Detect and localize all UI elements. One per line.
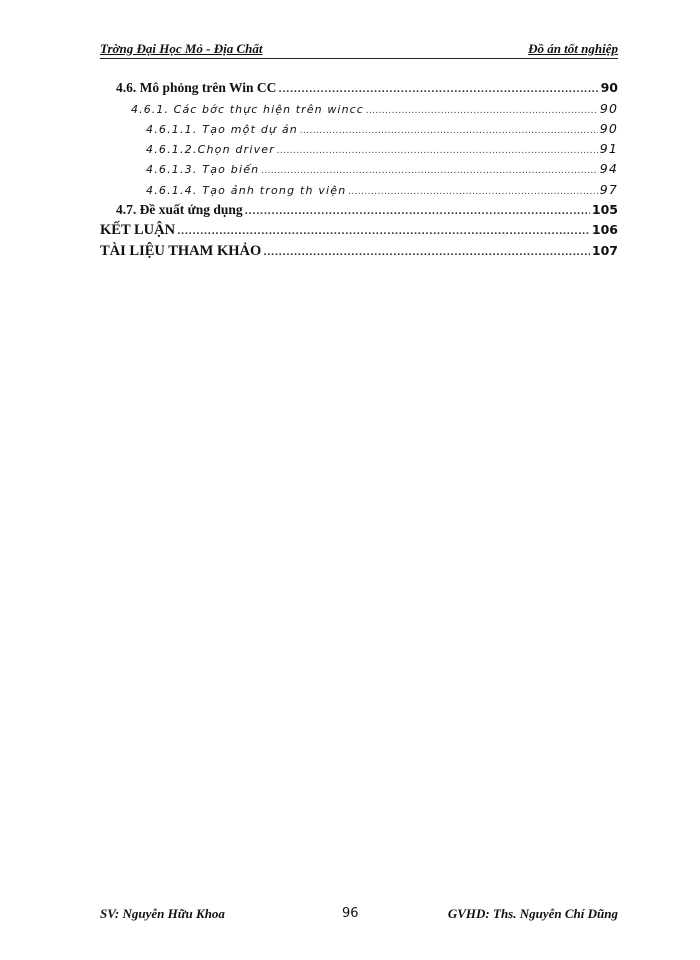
footer-page-number: 96 [342,906,359,921]
header-university: Trờng Đại Học Mỏ - Địa Chất [100,41,263,56]
toc-entry-page: 107 [591,243,618,258]
toc-entry-page: 97 [599,182,618,197]
toc-entry-title: 4.6.1. Các bớc thực hiện trên wincc [131,103,364,116]
header-document-type: Đồ án tốt nghiệp [528,41,618,56]
toc-entry-title: 4.6.1.2.Chọn driver [146,143,275,156]
toc-entry-title: TÀI LIỆU THAM KHẢO [100,243,262,259]
toc-leader-dots [278,85,598,95]
toc-entry-title: KẾT LUẬN [100,222,176,238]
toc-entry-page: 105 [591,202,618,217]
toc-entry-ket-luan[interactable] [100,222,618,242]
toc-entry-4-6-1-1[interactable] [146,121,618,141]
page-header [100,40,618,59]
toc-entry-page: 90 [599,121,618,136]
toc-entry-page: 90 [600,80,618,95]
toc-leader-dots [245,207,590,217]
toc-entry-title: 4.6. Mô phỏng trên Win CC [116,80,277,95]
toc-entry-title: 4.6.1.4. Tạo ảnh trong th viện [146,184,347,197]
toc-leader-dots [300,126,598,136]
toc-entry-page: 91 [599,141,618,156]
toc-leader-dots [277,146,598,156]
toc-entry-title: 4.6.1.3. Tạo biến [146,163,260,176]
toc-entry-page: 94 [599,161,618,176]
page-footer [100,906,618,924]
toc-leader-dots [366,106,598,116]
toc-entry-4-6-1[interactable] [131,101,618,121]
toc-entry-page: 106 [591,222,618,237]
toc-leader-dots [263,248,590,258]
toc-entry-title: 4.6.1.1. Tạo một dự án [146,123,298,136]
toc-entry-tai-lieu-tham-khao[interactable] [100,243,618,263]
footer-student: SV: Nguyễn Hữu Khoa [100,906,225,921]
toc-entry-title: 4.7. Đề xuất ứng dụng [116,202,243,217]
toc-entry-4-6-1-4[interactable] [146,182,618,202]
toc-leader-dots [177,227,590,237]
toc-entry-page: 90 [599,101,618,116]
toc-entry-4-7[interactable] [116,202,618,222]
toc-leader-dots [261,166,597,176]
toc-entry-4-6-1-2[interactable] [146,141,618,161]
footer-advisor: GVHD: Ths. Nguyễn Chí Dũng [447,906,618,921]
toc-entry-4-6[interactable] [116,80,618,100]
toc-leader-dots [348,187,597,197]
toc-entry-4-6-1-3[interactable] [146,161,618,181]
